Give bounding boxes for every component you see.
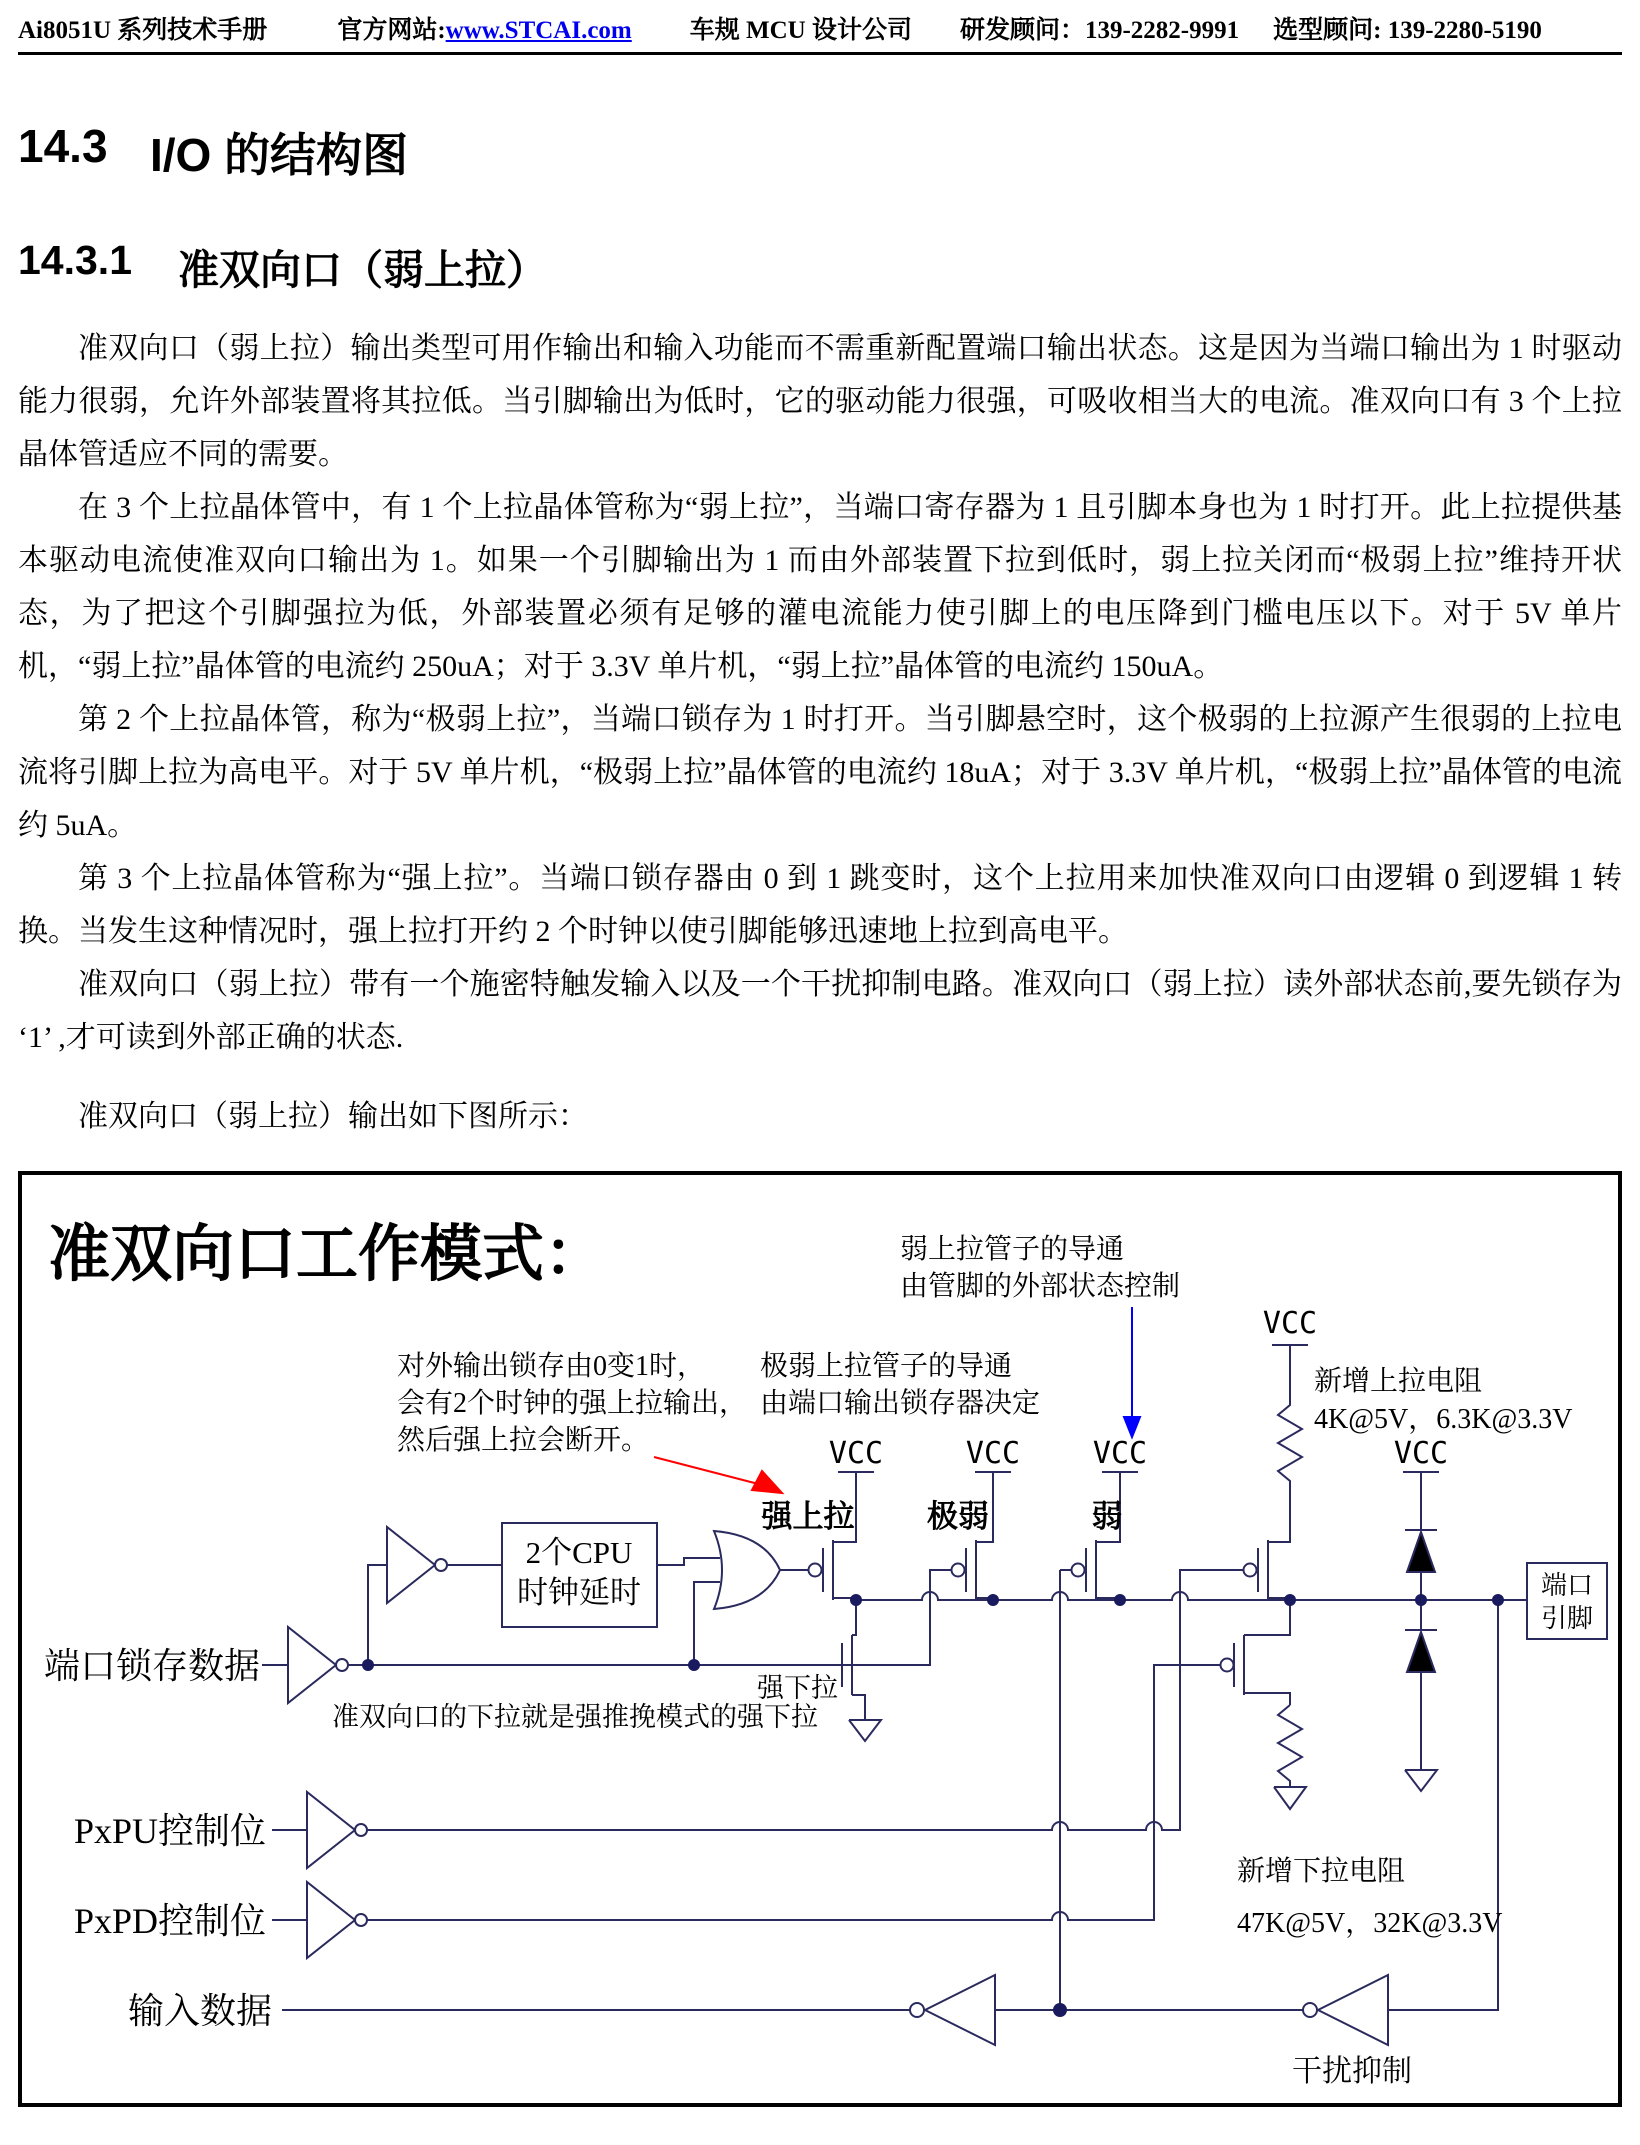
pulldown-caption: 准双向口的下拉就是强推挽模式的强下拉 xyxy=(332,1702,818,1732)
diode-column-wires xyxy=(1403,1472,1439,1770)
strong-pullup-arrow xyxy=(654,1457,770,1487)
pullup-resistor-label2: 4K@5V，6.3K@3.3V xyxy=(1314,1404,1573,1435)
port-latch-label: 端口锁存数据 xyxy=(43,1646,260,1686)
interference-label: 干扰抑制 xyxy=(1292,2055,1412,2088)
paragraph-1: 准双向口（弱上拉）输出类型可用作输出和输入功能而不需重新配置端口输出状态。这是因为当端口输出为 1 时驱动能力很弱，允许外部装置将其拉低。当引脚输出为低时，它的驱动能力很强，可吸收相当大的电流。准双向口有 3 个上拉晶体管适应不同的需要。 xyxy=(18,332,1622,471)
vcc-label-weak: VCC xyxy=(1092,1436,1148,1471)
t2-gate-bubble xyxy=(952,1564,965,1577)
strong-pullup-arrowhead xyxy=(752,1471,782,1493)
body-text xyxy=(18,322,1622,1143)
paragraph-4: 第 3 个上拉晶体管称为“强上拉”。当端口锁存器由 0 到 1 跳变时，这个上拉用来加快准双向口由逻辑 0 到逻辑 1 转换。当发生这种情况时，强上拉打开约 2 个时钟以使引脚能够迅速地上拉到高电平。 xyxy=(18,862,1622,948)
pulldown-resistor xyxy=(1278,1705,1302,1787)
latch-inverter xyxy=(288,1627,336,1703)
pullup-resistor-label1: 新增上拉电阻 xyxy=(1314,1366,1483,1397)
paragraph-6: 准双向口（弱上拉）输出如下图所示： xyxy=(78,1100,588,1133)
latch-inverter-bubble xyxy=(336,1659,348,1671)
diode-bottom xyxy=(1407,1632,1435,1672)
port-pin-line1: 端口 xyxy=(1540,1571,1594,1600)
section-title: I/O 的结构图 xyxy=(150,129,409,181)
delay-box-line1: 2个CPU xyxy=(525,1535,633,1570)
subsection-number: 14.3.1 xyxy=(18,237,132,283)
page-header xyxy=(0,0,1640,46)
t1-pmos xyxy=(823,1472,874,1602)
input-inverter xyxy=(925,1975,995,2045)
paragraph-3: 第 2 个上拉晶体管，称为“极弱上拉”，当端口锁存为 1 时打开。当引脚悬空时，这个极弱的上拉源产生很弱的上拉电流将引脚上拉为高电平。对于 5V 单片机，“极弱上拉”晶体管的电流约 18uA；对于 3.3V 单片机，“极弱上拉”晶体管的电流约 5uA。 xyxy=(18,703,1622,842)
port-pin-line2: 引脚 xyxy=(1540,1604,1594,1633)
strong-pullup-label: 强上拉 xyxy=(761,1499,855,1534)
vcc-label-diode: VCC xyxy=(1393,1436,1449,1471)
diode-top xyxy=(1407,1532,1435,1572)
ann-strong-line1: 对外输出锁存由0变1时， xyxy=(397,1351,706,1382)
pxpd-inverter xyxy=(307,1882,355,1958)
junction-dots xyxy=(362,1594,1504,2017)
ann-strong-line3: 然后强上拉会断开。 xyxy=(397,1425,650,1456)
t1-gate-bubble xyxy=(809,1564,822,1577)
ann-veryweak-line2: 由端口输出锁存器决定 xyxy=(760,1388,1041,1419)
circuit-figure xyxy=(18,1171,1622,2107)
paragraph-2: 在 3 个上拉晶体管中，有 1 个上拉晶体管称为“弱上拉”，当端口寄存器为 1 且引脚本身也为 1 时打开。此上拉提供基本驱动电流使准双向口输出为 1。如果一个引脚输出为 1 而由外部装置下拉到低时，弱上拉关闭而“极弱上拉”维持开状态，为了把这个引脚强拉为低，外部装置必须有足够的灌电流能力使引脚上的电压降到门槛电压以下。对于 5V 单片机，“弱上拉”晶体管的电流约 250uA；对于 3.3V 单片机，“弱上拉”晶体管的电流约 150uA。 xyxy=(18,491,1622,683)
rd-contact: 研发顾问：139-2282-9991 xyxy=(959,17,1240,44)
pxpu-label: PxPU控制位 xyxy=(73,1811,266,1851)
pin-feedback-wire xyxy=(1388,1600,1498,2010)
pxpu-inverter xyxy=(307,1792,355,1868)
pullup-resistor xyxy=(1272,1345,1308,1485)
diagram-title: 准双向口工作模式： xyxy=(48,1221,607,1289)
site-link[interactable]: www.STCAI.com xyxy=(445,17,632,44)
t3-pmos xyxy=(1086,1472,1138,1602)
weak-pullup-arrowhead xyxy=(1124,1417,1140,1437)
t4-pullup-gate-bubble xyxy=(1244,1564,1257,1577)
ann-weak-line2: 由管脚的外部状态控制 xyxy=(900,1271,1181,1302)
vcc-label-veryweak: VCC xyxy=(965,1436,1021,1471)
t1-pulldown-nmos xyxy=(842,1602,865,1720)
vcc-label-pullup-res: VCC xyxy=(1262,1306,1318,1341)
vcc-label-strong: VCC xyxy=(828,1436,884,1471)
paragraph-5: 准双向口（弱上拉）带有一个施密特触发输入以及一个干扰抑制电路。准双向口（弱上拉）读外部状态前,要先锁存为 ‘1’ ,才可读到外部正确的状态. xyxy=(18,968,1622,1054)
t3-gate-wire xyxy=(1060,1570,1071,2010)
delay-branch-wire xyxy=(368,1565,502,1665)
ann-weak-line1: 弱上拉管子的导通 xyxy=(900,1234,1125,1265)
company-label: 车规 MCU 设计公司 xyxy=(689,17,912,44)
weak-label: 弱 xyxy=(1091,1499,1123,1534)
strong-pulldown-label: 强下拉 xyxy=(757,1673,838,1703)
ann-strong-line2: 会有2个时钟的强上拉输出， xyxy=(397,1388,748,1419)
ann-veryweak-line1: 极弱上拉管子的导通 xyxy=(760,1351,1013,1382)
t4-pulldown-gate-bubble xyxy=(1221,1659,1234,1672)
pxpd-label: PxPD控制位 xyxy=(73,1901,266,1941)
t4-pullup-pmos xyxy=(1258,1485,1290,1602)
header-rule xyxy=(18,52,1622,55)
t3-gate-bubble xyxy=(1072,1564,1085,1577)
subsection-heading xyxy=(18,237,1622,296)
input-inverter-bubble xyxy=(910,2003,924,2017)
section-heading xyxy=(18,119,1622,185)
delay-box-line2: 时钟延时 xyxy=(517,1575,641,1610)
or-gate xyxy=(714,1531,780,1609)
t4-gnd-symbol xyxy=(1274,1787,1306,1809)
diode-gnd-symbol xyxy=(1405,1770,1437,1791)
t4-pulldown-nmos xyxy=(1234,1602,1290,1705)
selection-contact: 选型顾问: 139-2280-5190 xyxy=(1273,17,1542,44)
interference-inverter xyxy=(1318,1975,1388,2045)
t2-pmos xyxy=(966,1472,1011,1602)
t1-gnd-symbol xyxy=(849,1720,881,1741)
or-input-wires xyxy=(657,1558,720,1665)
input-data-label: 输入数据 xyxy=(127,1991,272,2031)
pxpu-inverter-bubble xyxy=(355,1824,367,1836)
circuit-schematic xyxy=(22,1175,1618,2103)
pulldown-resistor-label2: 47K@5V，32K@3.3V xyxy=(1237,1908,1503,1939)
manual-title: Ai8051U 系列技术手册 xyxy=(18,17,268,44)
interference-inverter-bubble xyxy=(1303,2003,1317,2017)
very-weak-label: 极弱 xyxy=(927,1499,989,1534)
site-label: 官方网站: xyxy=(337,17,446,44)
delay-inverter xyxy=(387,1527,435,1603)
delay-inverter-bubble xyxy=(435,1559,447,1571)
subsection-title: 准双向口（弱上拉） xyxy=(178,247,547,293)
pulldown-resistor-label1: 新增下拉电阻 xyxy=(1237,1856,1406,1887)
section-number: 14.3 xyxy=(18,120,108,172)
pxpd-inverter-bubble xyxy=(355,1914,367,1926)
